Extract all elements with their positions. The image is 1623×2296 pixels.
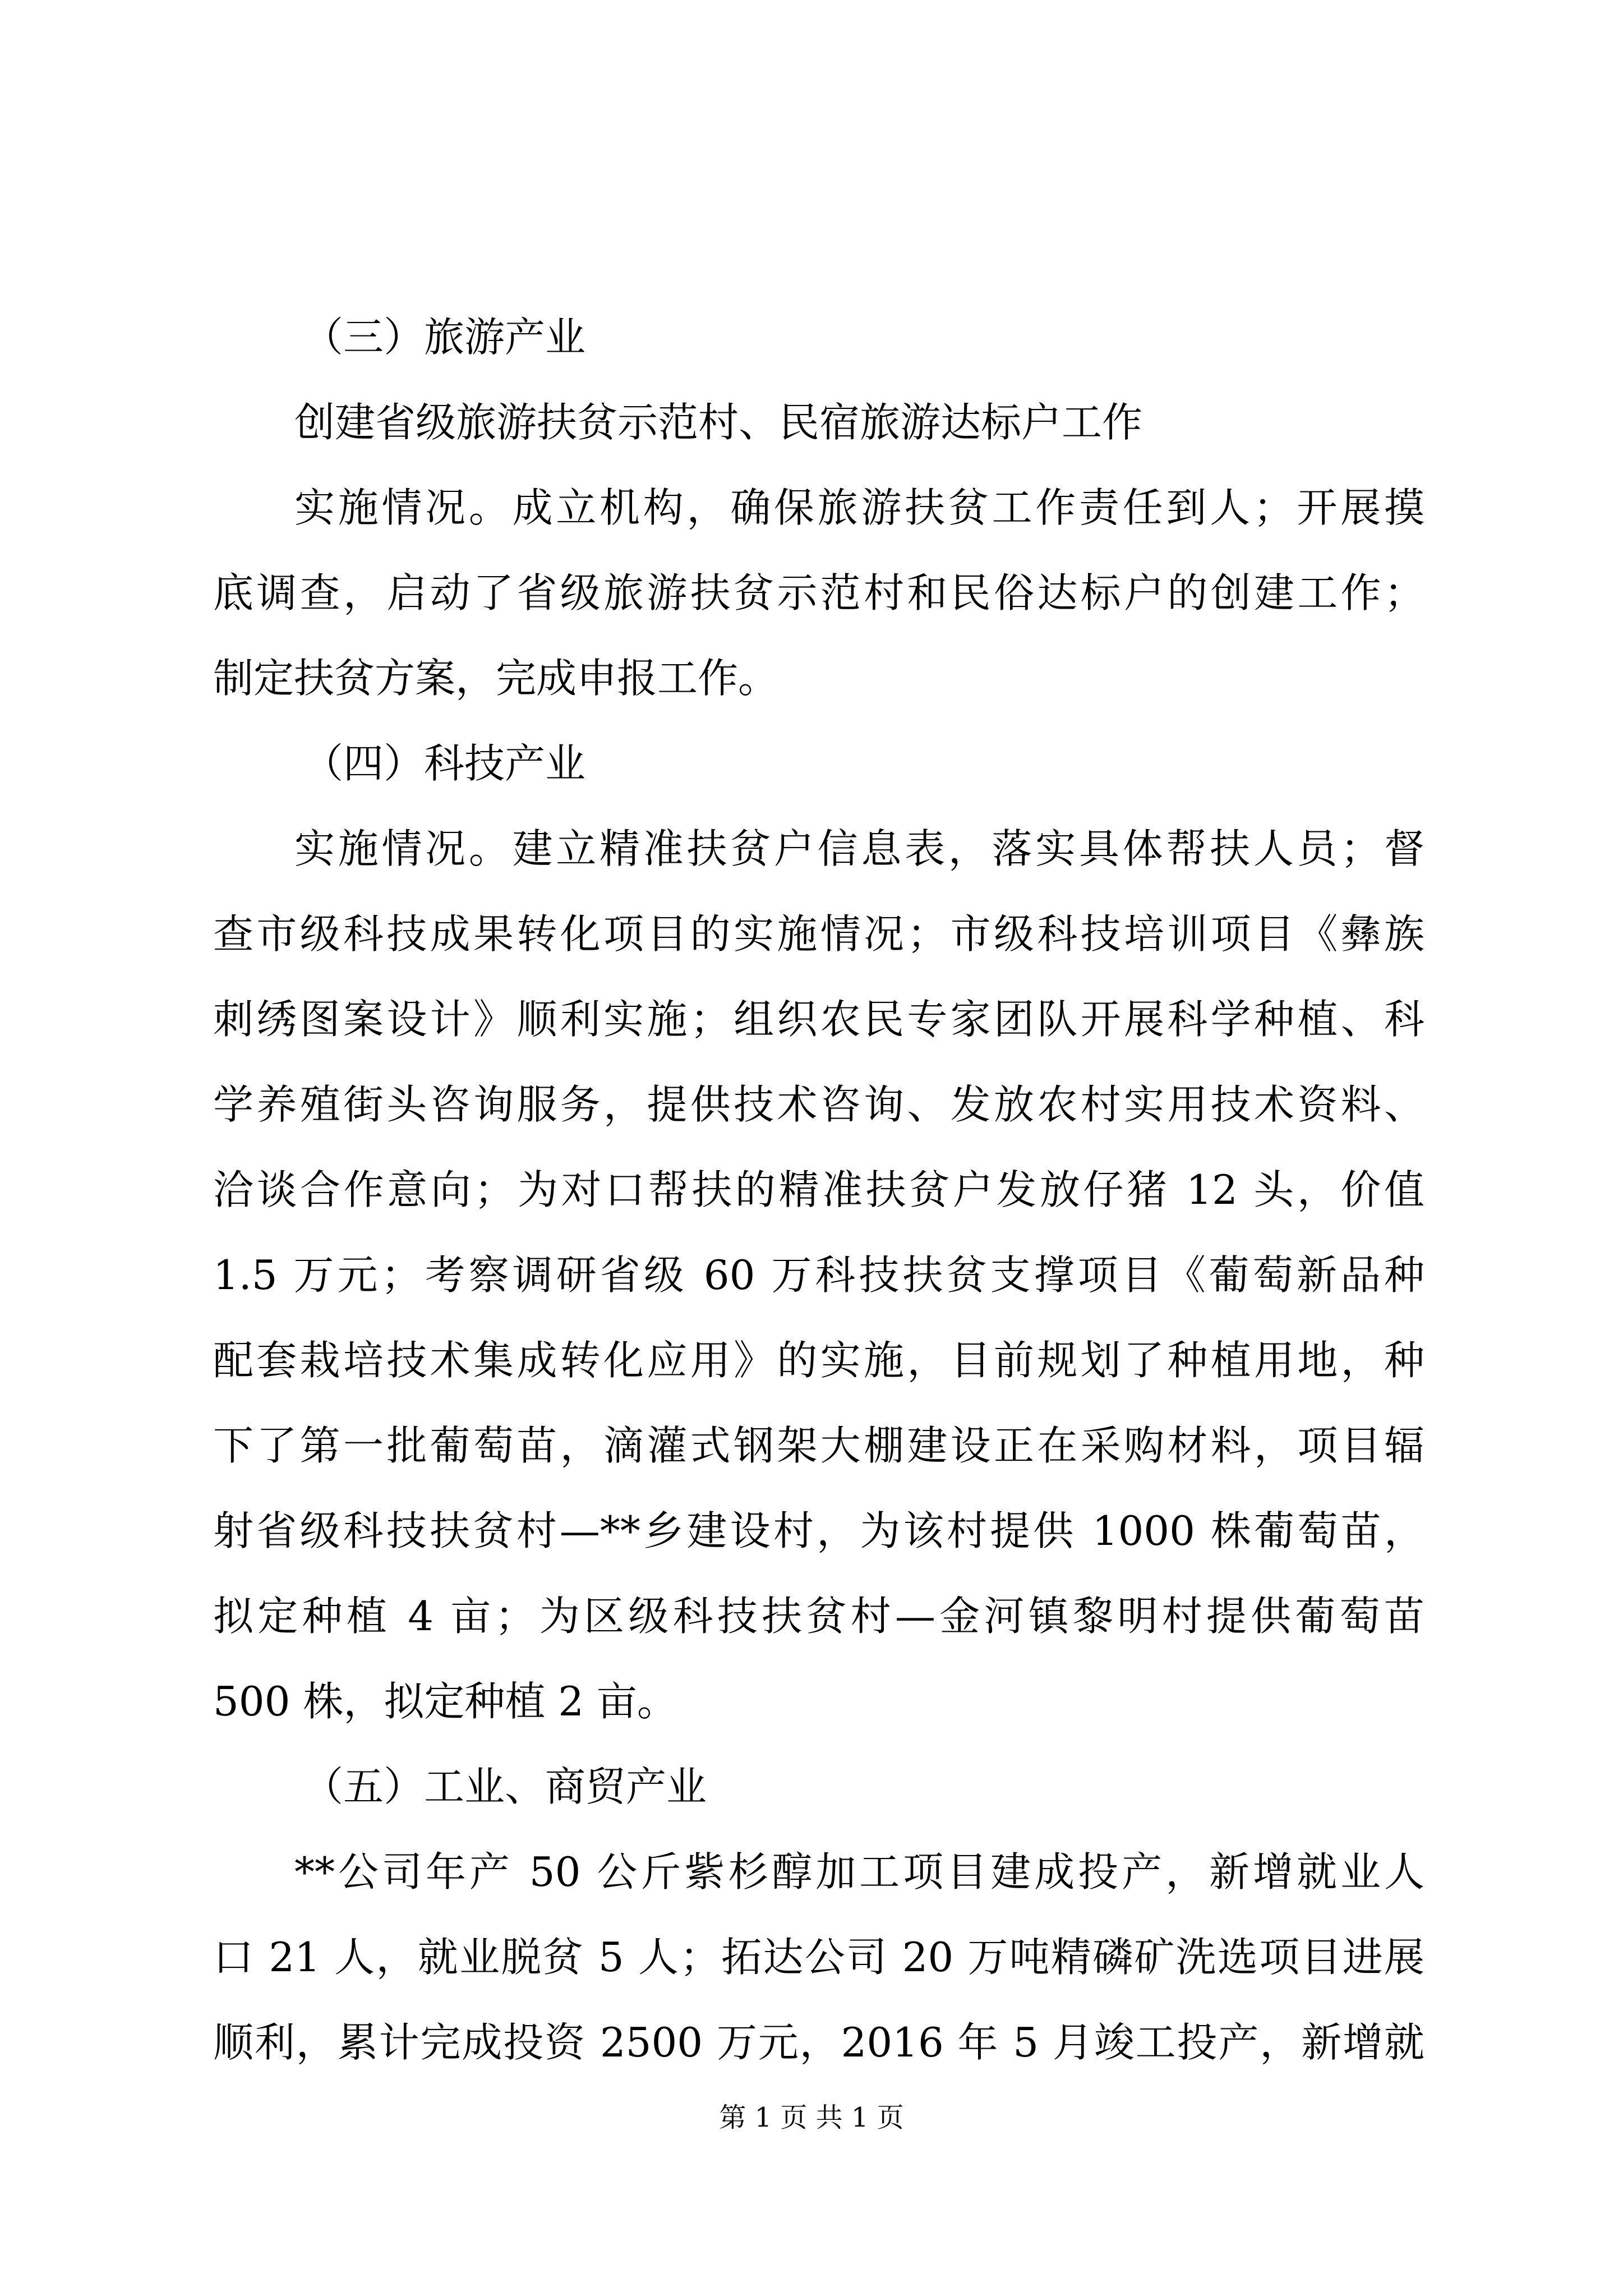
paragraph-line: 学养殖街头咨询服务，提供技术咨询、发放农村实用技术资料、 [213,1081,1424,1128]
paragraph-line: 底调查，启动了省级旅游扶贫示范村和民俗达标户的创建工作； [213,569,1424,616]
paragraph-line: 拟定种植 4 亩；为区级科技扶贫村—金河镇黎明村提供葡萄苗 [213,1593,1424,1640]
section-heading: （三）旅游产业 [303,314,586,361]
paragraph-line: 射省级科技扶贫村—**乡建设村，为该村提供 1000 株葡萄苗， [213,1507,1424,1554]
paragraph-line: 刺绣图案设计》顺利实施；组织农民专家团队开展科学种植、科 [213,996,1424,1043]
paragraph-line: 顺利，累计完成投资 2500 万元，2016 年 5 月竣工投产，新增就 [213,2019,1424,2066]
paragraph-line: 口 21 人，就业脱贫 5 人；拓达公司 20 万吨精磷矿洗选项目进展 [213,1934,1424,1981]
paragraph-first-line: **公司年产 50 公斤紫杉醇加工项目建成投产，新增就业人 [294,1848,1424,1895]
paragraph-last-line: 制定扶贫方案，完成申报工作。 [213,655,779,702]
section-heading: （四）科技产业 [303,740,586,787]
paragraph-line: 配套栽培技术集成转化应用》的实施，目前规划了种植用地，种 [213,1337,1424,1384]
paragraph-first-line: 创建省级旅游扶贫示范村、民宿旅游达标户工作 [294,399,1143,446]
paragraph-line: 洽谈合作意向；为对口帮扶的精准扶贫户发放仔猪 12 头，价值 [213,1166,1424,1213]
paragraph-line: 下了第一批葡萄苗，滴灌式钢架大棚建设正在采购材料，项目辐 [213,1422,1424,1469]
paragraph-line: 查市级科技成果转化项目的实施情况；市级科技培训项目《彝族 [213,910,1424,958]
paragraph-line: 1.5 万元；考察调研省级 60 万科技扶贫支撑项目《葡萄新品种 [213,1251,1424,1299]
paragraph-last-line: 500 株，拟定种植 2 亩。 [213,1678,677,1725]
page-footer: 第 1 页 共 1 页 [719,2102,904,2133]
paragraph-first-line: 实施情况。建立精准扶贫户信息表，落实具体帮扶人员；督 [294,825,1424,872]
document-body [213,295,1424,2085]
section-heading: （五）工业、商贸产业 [303,1763,707,1810]
paragraph-first-line: 实施情况。成立机构，确保旅游扶贫工作责任到人；开展摸 [294,484,1424,531]
